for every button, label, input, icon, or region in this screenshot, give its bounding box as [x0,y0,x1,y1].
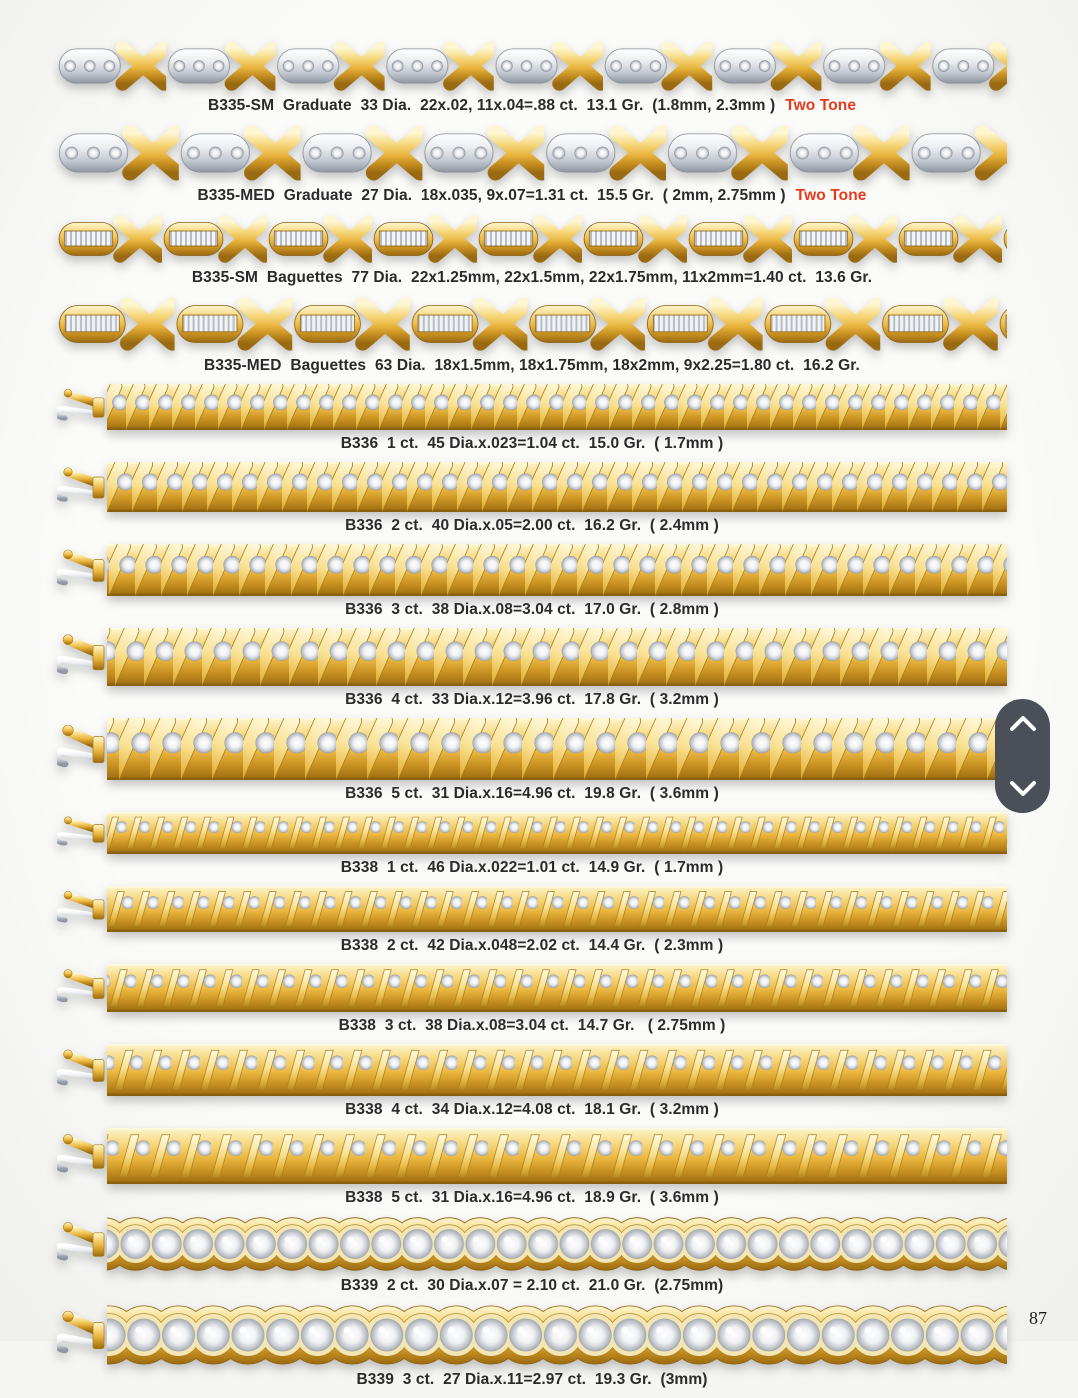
bracelet-image-b336-5ct [57,718,1007,780]
item-caption-text: B339 2 ct. 30 Dia.x.07 = 2.10 ct. 21.0 Gr. (2.75mm) [340,1277,724,1294]
item-caption [57,601,1007,619]
item-caption-text: B335-MED Graduate 27 Dia. 18x.035, 9x.07=1.31 ct. 15.5 Gr. ( 2mm, 2.75mm ) [197,187,786,204]
item-caption-text: B335-SM Graduate 33 Dia. 22x.02, 11x.04=.88 ct. 13.1 Gr. (1.8mm, 2.3mm ) [207,97,776,114]
bracelet-image-b335-med-baguettes [57,296,1007,352]
bracelet-image-b335-sm-graduate [57,40,1007,92]
scroll-widget [995,699,1050,813]
bracelet-image-b336-2ct [57,462,1007,512]
item-caption [57,1101,1007,1119]
bracelet-image-b339-2ct [57,1216,1007,1272]
item-caption-text: B338 4 ct. 34 Dia.x.12=4.08 ct. 18.1 Gr. ( 3.2mm ) [345,1101,719,1118]
bracelet-image-b336-1ct [57,384,1007,430]
item-caption [57,1189,1007,1207]
item-caption [57,357,1007,375]
catalog-row [57,886,1007,955]
chevron-up-icon [1009,715,1037,732]
catalog-row [57,384,1007,453]
catalog-row [57,964,1007,1035]
item-caption-text: B338 3 ct. 38 Dia.x.08=3.04 ct. 14.7 Gr. ( 2.75mm ) [338,1017,726,1034]
bracelet-image-b338-4ct [57,1044,1007,1096]
item-caption-text: B336 1 ct. 45 Dia.x.023=1.04 ct. 15.0 Gr. ( 1.7mm ) [340,435,724,452]
catalog-row [57,124,1007,205]
item-caption [57,517,1007,535]
two-tone-label: Two Tone [785,97,857,114]
bracelet-image-b338-2ct [57,886,1007,932]
catalog-row [57,628,1007,709]
item-caption [57,937,1007,955]
page-number: 87 [1029,1308,1047,1328]
bracelet-image-b339-3ct [57,1304,1007,1366]
item-caption [57,97,1007,115]
catalog-row [57,1128,1007,1207]
item-caption-text: B338 2 ct. 42 Dia.x.048=2.02 ct. 14.4 Gr. ( 2.3mm ) [340,937,724,954]
bracelet-image-b336-4ct [57,628,1007,686]
catalog-row [57,462,1007,535]
item-caption [57,1017,1007,1035]
catalog-row [57,1044,1007,1119]
catalog-row [57,40,1007,115]
item-caption [57,1371,1007,1389]
item-caption-text: B336 2 ct. 40 Dia.x.05=2.00 ct. 16.2 Gr. ( 2.4mm ) [345,517,719,534]
bracelet-image-b335-sm-baguettes [57,214,1007,264]
item-caption [57,187,1007,205]
item-caption [57,785,1007,803]
item-caption-text: B335-SM Baguettes 77 Dia. 22x1.25mm, 22x1.5mm, 22x1.75mm, 11x2mm=1.40 ct. 13.6 Gr. [191,269,873,286]
item-caption-text: B336 5 ct. 31 Dia.x.16=4.96 ct. 19.8 Gr. ( 3.6mm ) [345,785,719,802]
item-caption-text: B336 4 ct. 33 Dia.x.12=3.96 ct. 17.8 Gr. ( 3.2mm ) [345,691,719,708]
bracelet-image-b335-med-graduate [57,124,1007,182]
bracelet-image-b338-1ct [57,812,1007,854]
item-caption [57,1277,1007,1295]
bracelet-image-b338-5ct [57,1128,1007,1184]
catalog-row [57,1216,1007,1295]
item-caption-text: B338 5 ct. 31 Dia.x.16=4.96 ct. 18.9 Gr. ( 3.6mm ) [345,1189,719,1206]
catalog-content [57,40,1007,1398]
catalog-row [57,544,1007,619]
catalog-row [57,214,1007,287]
item-caption [57,691,1007,709]
item-caption-text: B339 3 ct. 27 Dia.x.11=2.97 ct. 19.3 Gr. (3mm) [356,1371,708,1388]
item-caption [57,269,1007,287]
scroll-up-button[interactable] [1009,715,1037,732]
item-caption-text: B335-MED Baguettes 63 Dia. 18x1.5mm, 18x1.75mm, 18x2mm, 9x2.25=1.80 ct. 16.2 Gr. [204,357,860,374]
catalog-row [57,812,1007,877]
item-caption-text: B336 3 ct. 38 Dia.x.08=3.04 ct. 17.0 Gr. ( 2.8mm ) [345,601,719,618]
item-caption-text: B338 1 ct. 46 Dia.x.022=1.01 ct. 14.9 Gr. ( 1.7mm ) [340,859,724,876]
two-tone-label: Two Tone [795,187,867,204]
catalog-row [57,296,1007,375]
bracelet-image-b338-3ct [57,964,1007,1012]
item-caption [57,859,1007,877]
catalog-row [57,1304,1007,1389]
catalog-row [57,718,1007,803]
chevron-down-icon [1009,780,1037,797]
scroll-down-button[interactable] [1009,780,1037,797]
bracelet-image-b336-3ct [57,544,1007,596]
item-caption [57,435,1007,453]
